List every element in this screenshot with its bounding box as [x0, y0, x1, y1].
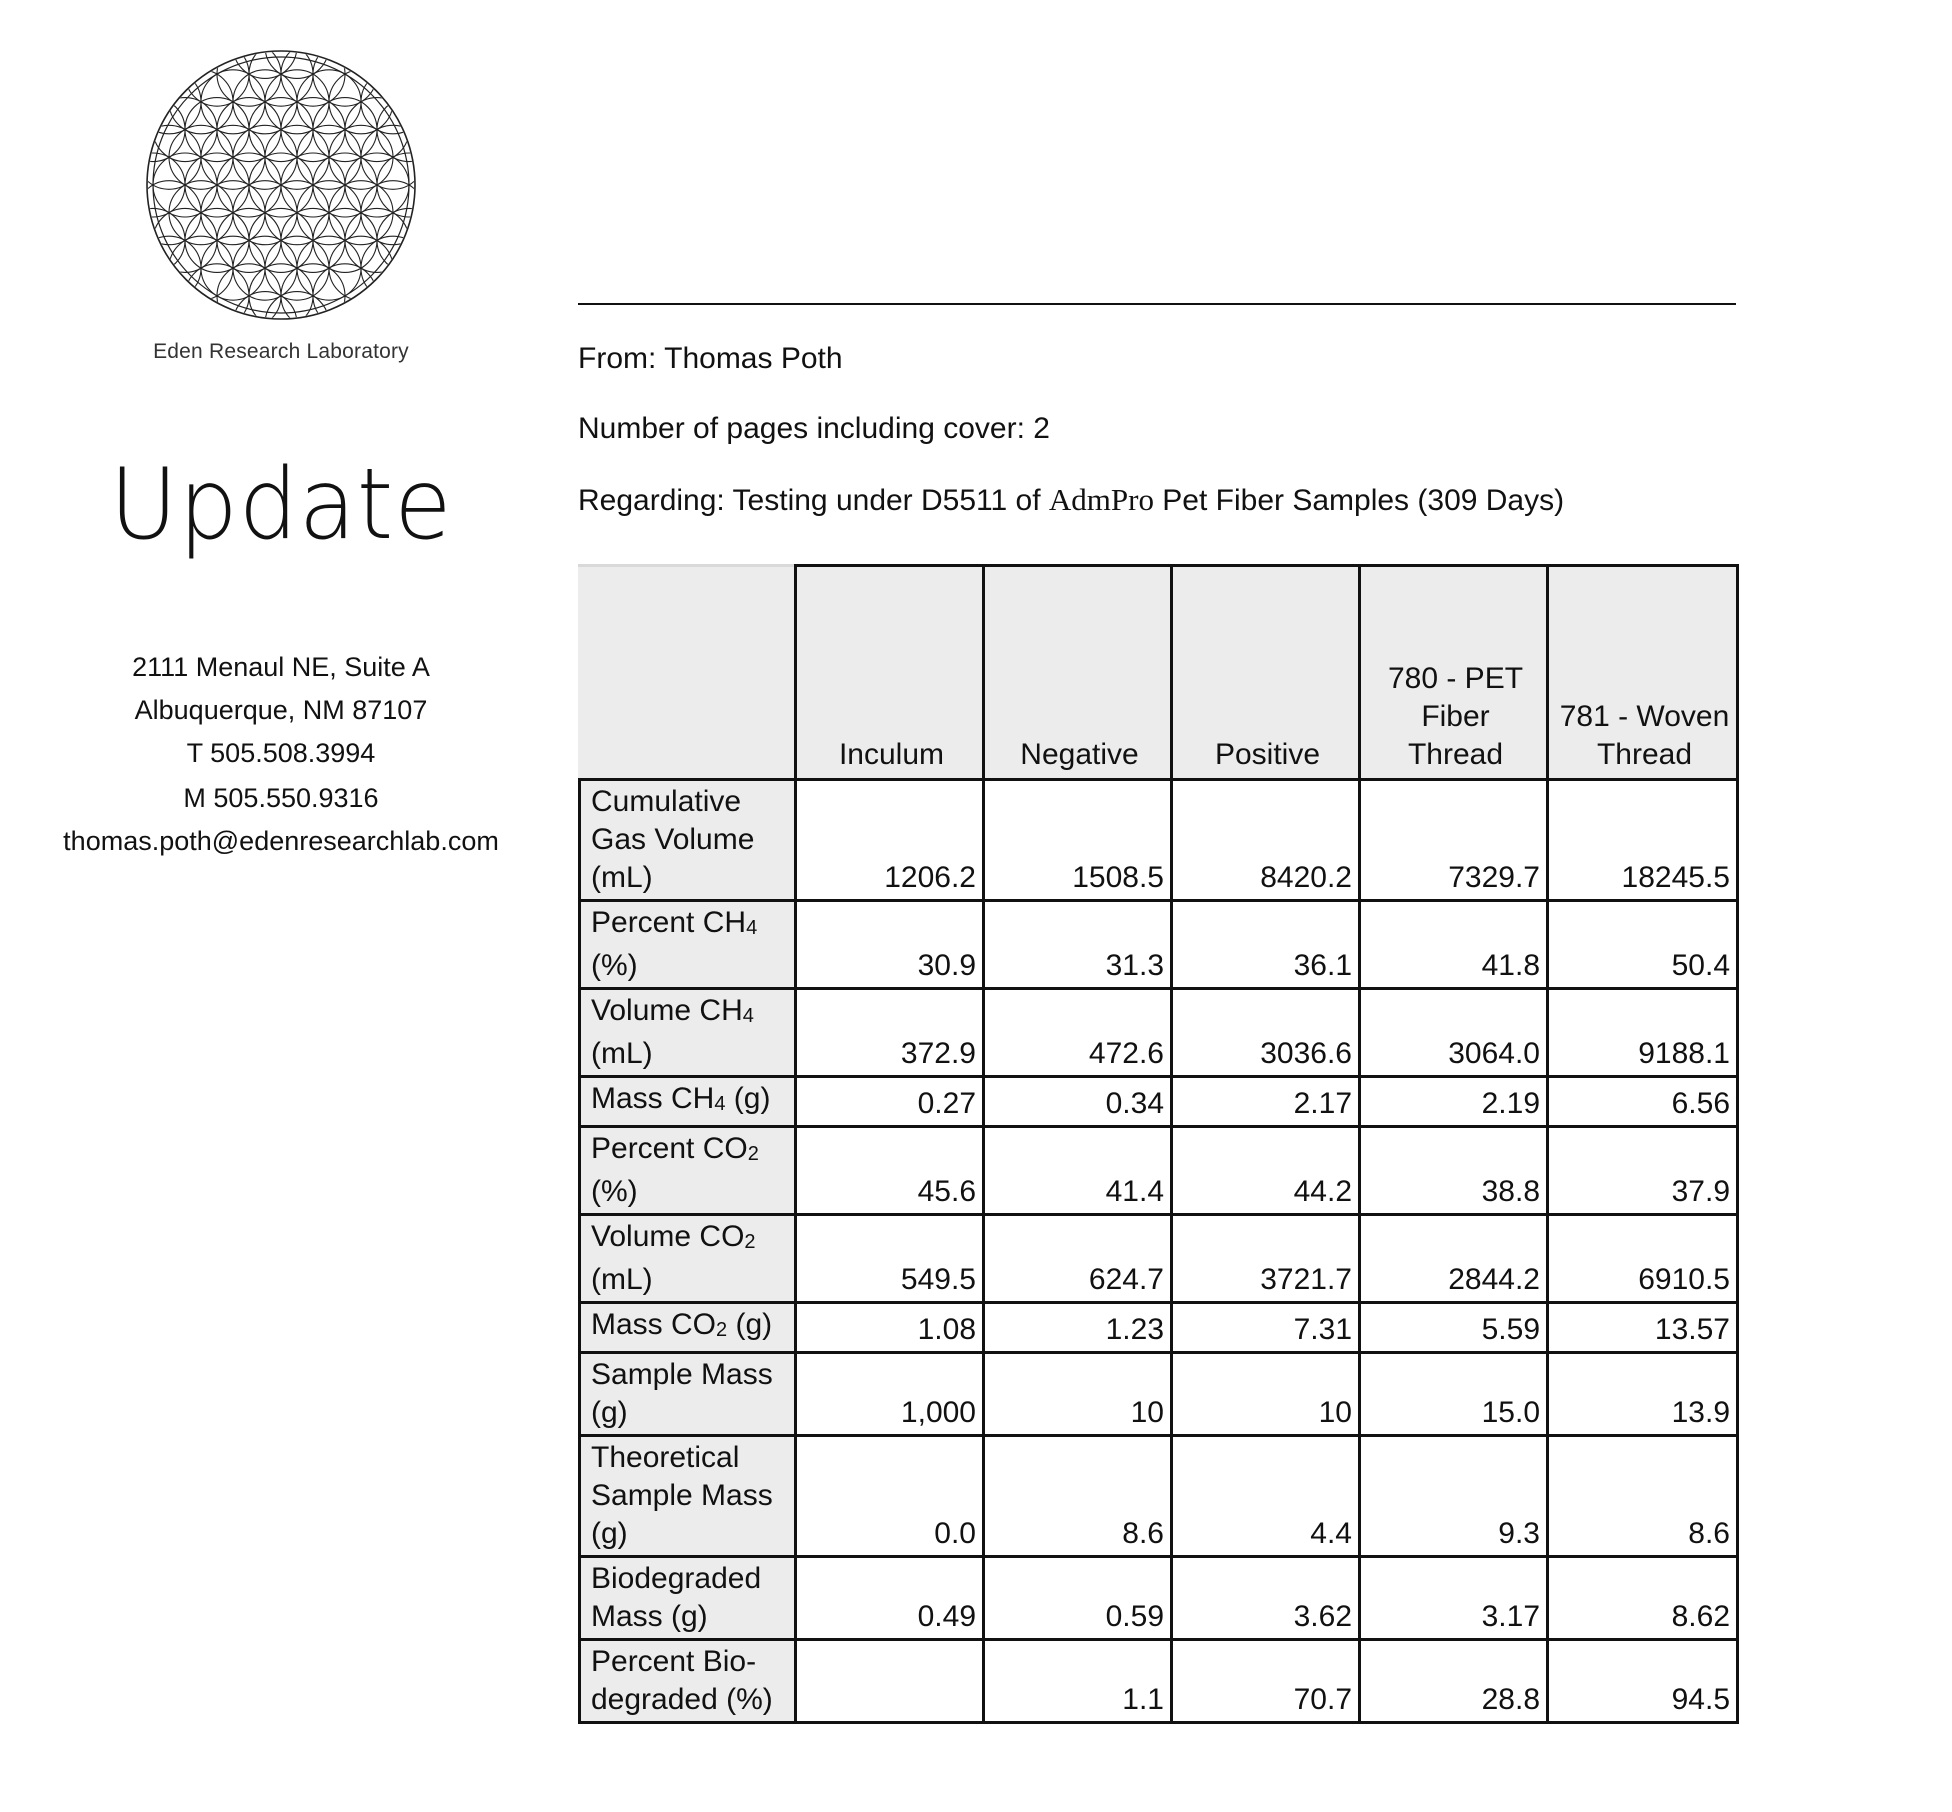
table-cell: 3.62 [1172, 1557, 1360, 1640]
logo-petal-circle [361, 236, 418, 300]
logo-petal-circle [377, 153, 418, 217]
row-label [580, 1127, 796, 1215]
table-cell: 2844.2 [1360, 1215, 1548, 1303]
lab-name: Eden Research Laboratory [153, 340, 409, 363]
row-label-text: Percent CO [591, 1132, 748, 1165]
table-cell: 8420.2 [1172, 780, 1360, 901]
header-divider [578, 303, 1736, 305]
table-cell: 7329.7 [1360, 780, 1548, 901]
row-label-subscript: 2 [747, 1143, 759, 1165]
table-cell: 0.27 [796, 1077, 984, 1127]
table-cell: 1.1 [984, 1640, 1172, 1723]
page-title: Update [109, 448, 453, 562]
regarding-suffix: Pet Fiber Samples (309 Days) [1153, 484, 1565, 517]
table-cell: 13.9 [1548, 1353, 1738, 1436]
table-cell: 41.8 [1360, 901, 1548, 989]
row-label [580, 780, 796, 901]
row-label [580, 1640, 796, 1723]
table-cell: 7.31 [1172, 1303, 1360, 1353]
row-label-unit: (g) [725, 1082, 771, 1115]
table-cell: 2.17 [1172, 1077, 1360, 1127]
row-label-unit: (%) [591, 1175, 638, 1208]
pages-line: Number of pages including cover: 2 [578, 412, 1050, 445]
from-line: From: Thomas Poth [578, 342, 843, 375]
table-row [580, 1436, 1738, 1557]
table-row [580, 1215, 1738, 1303]
table-cell: 41.4 [984, 1127, 1172, 1215]
row-label-text: Volume CO [591, 1220, 745, 1253]
phone-m: M 505.550.9316 [183, 783, 379, 813]
table-cell: 5.59 [1360, 1303, 1548, 1353]
row-label-text: Percent Bio-degraded (%) [591, 1645, 773, 1716]
table-cell: 6910.5 [1548, 1215, 1738, 1303]
row-label-text: Mass CH [591, 1082, 715, 1115]
row-label-text: Percent CH [591, 906, 747, 939]
row-label-subscript: 4 [746, 917, 758, 939]
table-cell: 94.5 [1548, 1640, 1738, 1723]
table-cell: 6.56 [1548, 1077, 1738, 1127]
table-cell: 3721.7 [1172, 1215, 1360, 1303]
row-label-subscript: 4 [714, 1093, 726, 1115]
table-cell: 4.4 [1172, 1436, 1360, 1557]
table-row [580, 989, 1738, 1077]
table-cell: 9.3 [1360, 1436, 1548, 1557]
table-cell: 0.49 [796, 1557, 984, 1640]
table-cell: 8.62 [1548, 1557, 1738, 1640]
table-cell: 2.19 [1360, 1077, 1548, 1127]
table-cell: 38.8 [1360, 1127, 1548, 1215]
regarding-line [578, 482, 1564, 518]
table-cell: 0.0 [796, 1436, 984, 1557]
row-label-text: Mass CO [591, 1308, 717, 1341]
row-label [580, 1215, 796, 1303]
row-label-unit: (mL) [591, 1037, 653, 1070]
table-cell: 30.9 [796, 901, 984, 989]
row-label [580, 989, 796, 1077]
flower-of-life-logo-icon [144, 48, 418, 322]
address-line-1: 2111 Menaul NE, Suite A [132, 652, 430, 682]
table-cell: 45.6 [796, 1127, 984, 1215]
header-corner-cell [580, 566, 796, 780]
table-cell: 8.6 [1548, 1436, 1738, 1557]
table-row [580, 1127, 1738, 1215]
table-cell: 1206.2 [796, 780, 984, 901]
column-header: Negative [984, 566, 1172, 780]
table-row [580, 1353, 1738, 1436]
table-cell: 10 [1172, 1353, 1360, 1436]
row-label [580, 1353, 796, 1436]
results-table [578, 564, 1739, 1724]
row-label-text: Theoretical Sample Mass (g) [591, 1441, 773, 1550]
table-cell: 36.1 [1172, 901, 1360, 989]
table-cell: 70.7 [1172, 1640, 1360, 1723]
regarding-prefix: Regarding: Testing under D5511 of [578, 484, 1049, 517]
table-cell: 1508.5 [984, 780, 1172, 901]
table-cell: 0.59 [984, 1557, 1172, 1640]
logo-petal-circle [144, 153, 185, 217]
table-row [580, 1557, 1738, 1640]
address-line-2: Albuquerque, NM 87107 [134, 695, 428, 725]
column-header: 780 - PET Fiber Thread [1360, 566, 1548, 780]
table-cell: 44.2 [1172, 1127, 1360, 1215]
table-cell: 37.9 [1548, 1127, 1738, 1215]
table-cell: 372.9 [796, 989, 984, 1077]
table-row [580, 780, 1738, 901]
table-cell: 8.6 [984, 1436, 1172, 1557]
logo-petal-circle [361, 70, 418, 134]
table-row [580, 1303, 1738, 1353]
table-cell: 13.57 [1548, 1303, 1738, 1353]
table-cell [796, 1640, 984, 1723]
table-row [580, 1640, 1738, 1723]
table-cell: 18245.5 [1548, 780, 1738, 901]
table-cell: 1.23 [984, 1303, 1172, 1353]
email-link[interactable]: thomas.poth@edenresearchlab.com [63, 826, 499, 856]
table-cell: 472.6 [984, 989, 1172, 1077]
row-label [580, 1557, 796, 1640]
row-label-text: Sample Mass (g) [591, 1358, 773, 1429]
table-cell: 624.7 [984, 1215, 1172, 1303]
row-label [580, 1077, 796, 1127]
table-cell: 31.3 [984, 901, 1172, 989]
row-label [580, 1436, 796, 1557]
table-cell: 1.08 [796, 1303, 984, 1353]
column-header: Inculum [796, 566, 984, 780]
column-header: 781 - Woven Thread [1548, 566, 1738, 780]
table-cell: 28.8 [1360, 1640, 1548, 1723]
row-label [580, 901, 796, 989]
table-cell: 9188.1 [1548, 989, 1738, 1077]
row-label-subscript: 2 [716, 1319, 728, 1341]
row-label-unit: (%) [591, 949, 638, 982]
table-cell: 10 [984, 1353, 1172, 1436]
logo-petal-circle [144, 70, 201, 134]
table-cell: 50.4 [1548, 901, 1738, 989]
column-header: Positive [1172, 566, 1360, 780]
table-cell: 3036.6 [1172, 989, 1360, 1077]
table-header-row [580, 566, 1738, 780]
table-cell: 1,000 [796, 1353, 984, 1436]
table-row [580, 1077, 1738, 1127]
row-label-subscript: 4 [742, 1005, 754, 1027]
logo-petal-circle [144, 236, 201, 300]
row-label-subscript: 2 [744, 1231, 756, 1253]
regarding-brand: AdmPro [1048, 482, 1154, 517]
row-label-unit: (mL) [591, 1263, 653, 1296]
table-row [580, 901, 1738, 989]
table-cell: 15.0 [1360, 1353, 1548, 1436]
row-label-text: Volume CH [591, 994, 743, 1027]
table-cell: 0.34 [984, 1077, 1172, 1127]
row-label [580, 1303, 796, 1353]
table-cell: 3064.0 [1360, 989, 1548, 1077]
row-label-unit: (g) [727, 1308, 773, 1341]
contact-block [20, 646, 542, 863]
table-cell: 549.5 [796, 1215, 984, 1303]
row-label-text: Biodegraded Mass (g) [591, 1562, 762, 1633]
row-label-text: Cumulative Gas Volume (mL) [591, 785, 755, 894]
phone-t: T 505.508.3994 [186, 738, 376, 768]
table-cell: 3.17 [1360, 1557, 1548, 1640]
